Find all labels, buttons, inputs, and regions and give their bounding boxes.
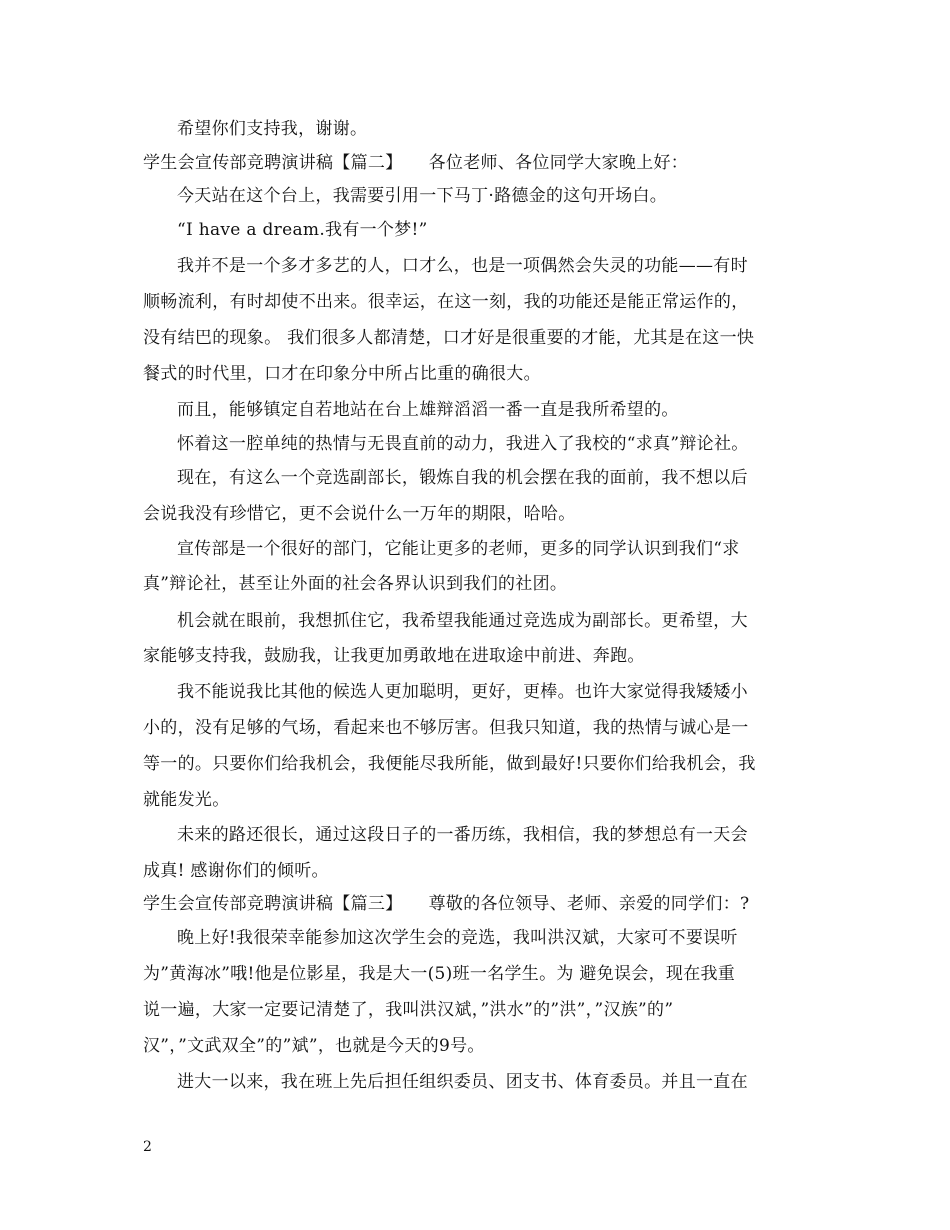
text-line: 家能够支持我，鼓励我，让我更加勇敢地在进取途中前进、奔跑。 — [143, 646, 645, 666]
text-line: 会说我没有珍惜它，更不会说什么一万年的期限，哈哈。 — [143, 504, 576, 524]
text-line: 晚上好!我很荣幸能参加这次学生会的竞选，我叫洪汉斌，大家可不要误听 — [177, 928, 738, 948]
text-line: 怀着这一腔单纯的热情与无畏直前的动力，我进入了我校的“求真”辩论社。 — [177, 434, 749, 454]
section-heading-line: 学生会宣传部竞聘演讲稿【篇三】 尊敬的各位领导、老师、亲爱的同学们：? — [143, 894, 750, 914]
text-line: 进大一以来，我在班上先后担任组织委员、团支书、体育委员。并且一直在 — [177, 1072, 748, 1092]
text-line: 小的，没有足够的气场，看起来也不够厉害。但我只知道，我的热情与诚心是一 — [143, 718, 749, 738]
text-line: 为”黄海冰”哦!他是位影星，我是大一(5)班一名学生。为 避免误会，现在我重 — [143, 964, 736, 984]
text-line: 宣传部是一个很好的部门，它能让更多的老师，更多的同学认识到我们“求 — [177, 539, 740, 559]
text-line: 我不能说我比其他的候选人更加聪明，更好，更棒。也许大家觉得我矮矮小 — [177, 682, 748, 702]
text-line: 成真! 感谢你们的倾听。 — [143, 861, 329, 881]
text-line: 没有结巴的现象。 我们很多人都清楚，口才好是很重要的才能，尤其是在这一快 — [143, 328, 755, 348]
page-number: 2 — [143, 1139, 152, 1155]
text-line: 我并不是一个多才多艺的人，口才么，也是一项偶然会失灵的功能——有时 — [177, 256, 748, 276]
text-line: 汉”，”文武双全”的”斌”，也就是今天的9号。 — [143, 1036, 485, 1056]
text-line: 真”辩论社，甚至让外面的社会各界认识到我们的社团。 — [143, 574, 568, 594]
text-line: 顺畅流利，有时却使不出来。很幸运，在这一刻，我的功能还是能正常运作的， — [143, 292, 749, 312]
text-line: 餐式的时代里，口才在印象分中所占比重的确很大。 — [143, 364, 541, 384]
text-line: 未来的路还很长，通过这段日子的一番历练，我相信，我的梦想总有一天会 — [177, 825, 748, 845]
text-line: 就能发光。 — [143, 790, 230, 810]
section-heading-line: 学生会宣传部竞聘演讲稿【篇二】 各位老师、各位同学大家晚上好： — [143, 153, 689, 173]
text-line: 今天站在这个台上，我需要引用一下马丁·路德金的这句开场白。 — [177, 186, 668, 206]
text-line: 现在，有这么一个竞选副部长，锻炼自我的机会摆在我的面前，我不想以后 — [177, 468, 748, 488]
text-line: “I have a dream.我有一个梦!” — [177, 220, 428, 240]
text-line: 等一的。只要你们给我机会，我便能尽我所能，做到最好!只要你们给我机会，我 — [143, 754, 756, 774]
text-line: 希望你们支持我，谢谢。 — [177, 119, 368, 139]
text-line: 说一遍，大家一定要记清楚了，我叫洪汉斌，”洪水”的”洪”，”汉族”的” — [143, 1000, 674, 1020]
text-line: 而且，能够镇定自若地站在台上雄辩滔滔一番一直是我所希望的。 — [177, 400, 679, 420]
text-line: 机会就在眼前，我想抓住它，我希望我能通过竞选成为副部长。更希望，大 — [177, 611, 748, 631]
